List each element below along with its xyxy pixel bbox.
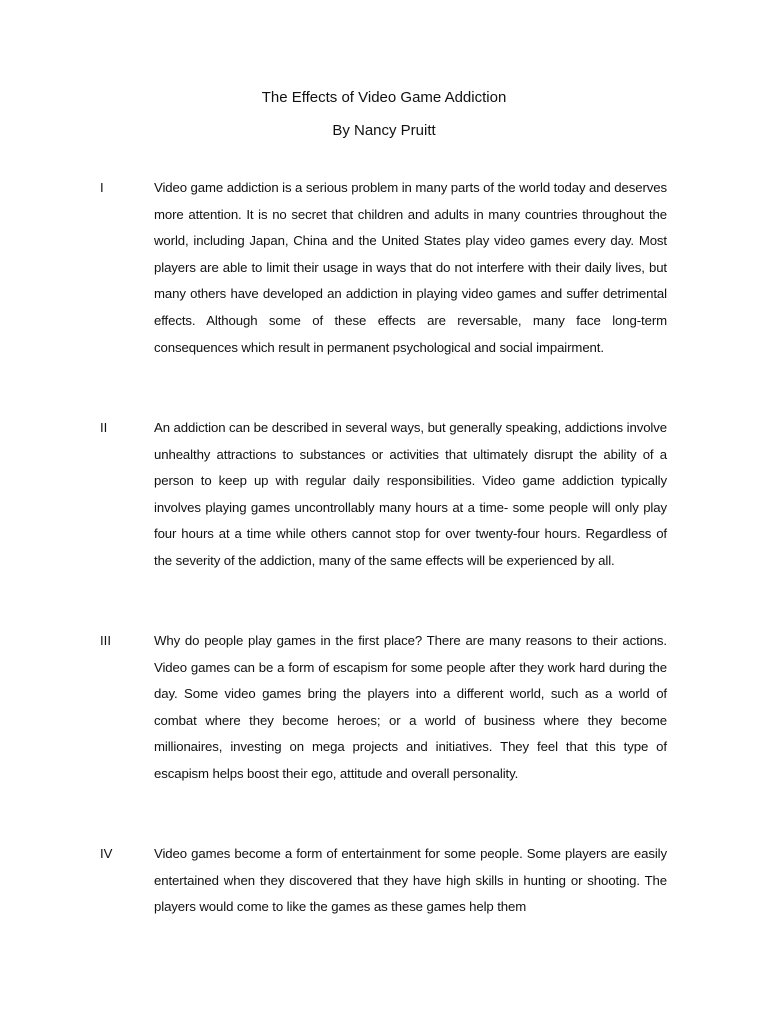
section-paragraph: Video game addiction is a serious problem in many parts of the world today and deserves more attention. It is no secret that children and adults in many countries throughout the world, including Japan, China and the United States play video games every day. Most players are able to limit their usage in ways that do not interfere with their daily lives, but many others have developed an addiction in playing video games and suffer detrimental effects. Although some of these effects are reversable, many face long-term consequences which result in permanent psychological and social impairment. bbox=[154, 180, 667, 355]
section-paragraph: Video games become a form of entertainment for some people. Some players are easily entertained when they discovered that they have high skills in hunting or shooting. The players would come to like the games as these games help them bbox=[154, 846, 667, 915]
document-title: The Effects of Video Game Addiction bbox=[261, 89, 507, 106]
document-author: By Nancy Pruitt bbox=[332, 122, 436, 139]
section-paragraph: An addiction can be described in several ways, but generally speaking, addictions involve unhealthy attractions to substances or activities that ultimately disrupt the ability of a person to keep up with regular daily responsibilities. Video game addiction typically involves playing games uncontrollably many hours at a time- some people will only play four hours at a time while others cannot stop for over twenty-four hours. Regardless of the severity of the addiction, many of the same effects will be experienced by all. bbox=[154, 420, 667, 568]
section-numeral: I bbox=[100, 180, 104, 195]
section-paragraph: Why do people play games in the first place? There are many reasons to their actions. Video games can be a form of escapism for some people after they work hard during the day. Some video games bring the players into a different world, such as a world of combat where they become heroes; or a world of business where they become millionaires, investing on mega projects and initiatives. They feel that this type of escapism helps boost their ego, attitude and overall personality. bbox=[154, 633, 667, 781]
section-numeral: IV bbox=[100, 846, 113, 861]
section-numeral: II bbox=[100, 420, 108, 435]
section-numeral: III bbox=[100, 633, 111, 648]
